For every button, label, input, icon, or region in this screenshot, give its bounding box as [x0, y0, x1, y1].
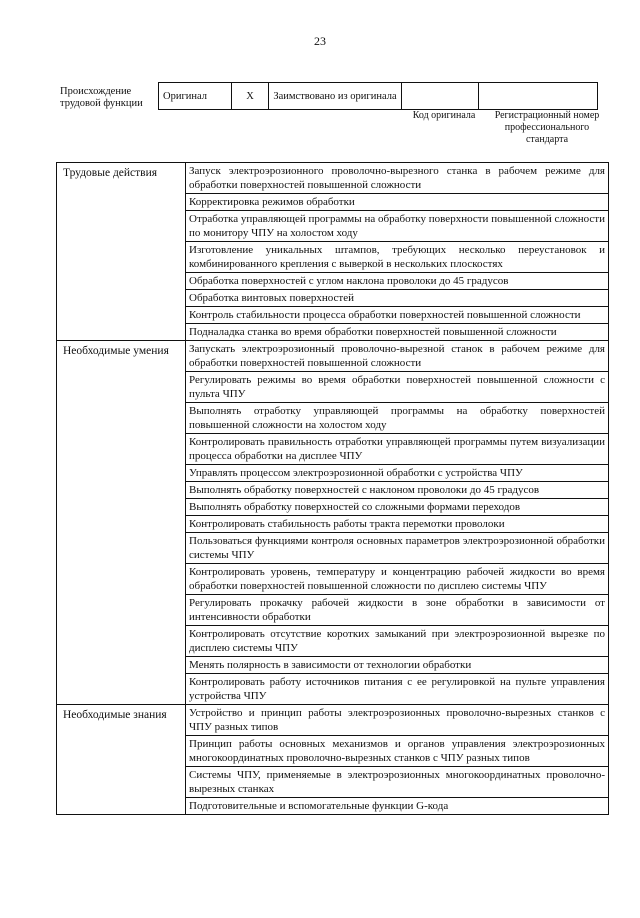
list-item: Регулировать режимы во время обработки поверхностей повышенной сложности с пульта ЧПУ [186, 372, 608, 403]
original-mark: X [232, 83, 269, 110]
original-code-cell [402, 83, 479, 110]
page-number: 23 [314, 34, 326, 48]
section-title: Необходимые знания [57, 705, 186, 815]
list-item: Выполнять обработку поверхностей с наклоном проволоки до 45 градусов [186, 482, 608, 499]
section-title: Необходимые умения [57, 341, 186, 705]
section-title: Трудовые действия [57, 163, 186, 341]
list-item: Подналадка станка во время обработки поверхностей повышенной сложности [189, 326, 557, 338]
borrowed-label: Заимствовано из оригинала [269, 83, 402, 110]
list-item: Выполнять обработку поверхностей со сложными формами переходов [186, 499, 608, 516]
list-item: Обработка винтовых поверхностей [186, 290, 608, 307]
list-item: Контролировать работу источников питания с ее регулировкой на пульте управления устройства ЧПУ [189, 676, 605, 702]
list-item: Запускать электроэрозионный проволочно-вырезной станок в рабочем режиме для обработки поверхностей повышенной сложности [186, 341, 608, 372]
list-item: Запуск электроэрозионного проволочно-вырезного станка в рабочем режиме для обработки поверхностей повышенной сложности [186, 163, 608, 194]
list-item: Контролировать уровень, температуру и концентрацию рабочей жидкости во время обработки поверхностей повышенной сложности по дисплею системы ЧПУ [186, 564, 608, 595]
registration-caption: Регистрационный номер профессионального стандарта [494, 110, 600, 145]
registration-number-cell [479, 83, 598, 110]
list-item: Регулировать прокачку рабочей жидкости в зоне обработки в зависимости от интенсивности обработки [186, 595, 608, 626]
list-item: Принцип работы основных механизмов и органов управления электроэрозионных многокоординатных проволочно-вырезных станков с ЧПУ разных типов [186, 736, 608, 767]
section-items [186, 341, 609, 705]
list-item: Выполнять отработку управляющей программы на обработку поверхностей повышенной сложности на холостом ходу [186, 403, 608, 434]
section-row [57, 163, 609, 341]
origin-table [158, 82, 598, 110]
origin-label: Происхождение трудовой функции [60, 86, 143, 109]
list-item: Подготовительные и вспомогательные функции G-кода [189, 800, 449, 812]
list-item: Контролировать стабильность работы тракта перемотки проволоки [186, 516, 608, 533]
list-item: Контроль стабильности процесса обработки поверхностей повышенной сложности [186, 307, 608, 324]
code-caption: Код оригинала [412, 110, 476, 121]
list-item: Пользоваться функциями контроля основных параметров электроэрозионной обработки системы ЧПУ [186, 533, 608, 564]
list-item: Изготовление уникальных штампов, требующих несколько переустановок и комбинированного крепления с выверкой в нескольких плоскостях [186, 242, 608, 273]
list-item: Устройство и принцип работы электроэрозионных проволочно-вырезных станков с ЧПУ разных типов [186, 705, 608, 736]
section-items [186, 705, 609, 815]
list-item: Отработка управляющей программы на обработку поверхности повышенной сложности по монитору ЧПУ на холостом ходу [186, 211, 608, 242]
list-item: Менять полярность в зависимости от технологии обработки [186, 657, 608, 674]
original-label: Оригинал [159, 83, 232, 110]
section-items [186, 163, 609, 341]
list-item: Контролировать отсутствие коротких замыканий при электроэрозионной вырезке по дисплею системы ЧПУ [186, 626, 608, 657]
list-item: Системы ЧПУ, применяемые в электроэрозионных многокоординатных проволочно-вырезных станках [186, 767, 608, 798]
section-row [57, 341, 609, 705]
list-item: Обработка поверхностей с углом наклона проволоки до 45 градусов [186, 273, 608, 290]
list-item: Корректировка режимов обработки [186, 194, 608, 211]
function-table [56, 162, 609, 815]
list-item: Контролировать правильность отработки управляющей программы путем визуализации процесса обработки на дисплее ЧПУ [186, 434, 608, 465]
section-row [57, 705, 609, 815]
list-item: Управлять процессом электроэрозионной обработки с устройства ЧПУ [186, 465, 608, 482]
